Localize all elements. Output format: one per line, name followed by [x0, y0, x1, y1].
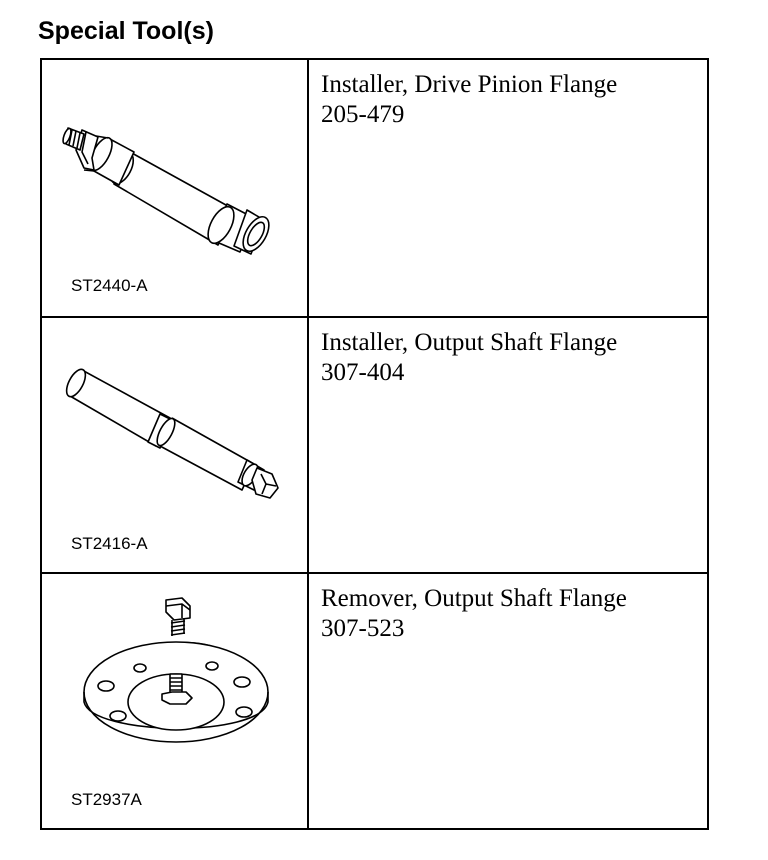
page-title: Special Tool(s) [38, 17, 214, 45]
special-tools-table [40, 58, 709, 830]
tool-code: ST2416-A [71, 534, 148, 553]
tool-illustration-cell [42, 574, 309, 828]
tool-description-cell [309, 60, 707, 318]
tool-description-cell [309, 318, 707, 574]
tool-illustration-cell [42, 318, 309, 574]
tool-number: 307-404 [321, 359, 405, 386]
tool-description [321, 328, 617, 388]
tool-name: Installer, Drive Pinion Flange [321, 71, 618, 98]
tool-illustration-cell [42, 60, 309, 318]
tool-name: Installer, Output Shaft Flange [321, 329, 618, 356]
tool-name: Remover, Output Shaft Flange [321, 585, 627, 612]
tool-description [321, 70, 617, 130]
tool-code: ST2440-A [71, 276, 148, 295]
tool-description [321, 584, 627, 644]
tool-code: ST2937A [71, 790, 142, 809]
tool-number: 307-523 [321, 615, 405, 642]
tool-description-cell [309, 574, 707, 828]
tool-number: 205-479 [321, 101, 405, 128]
